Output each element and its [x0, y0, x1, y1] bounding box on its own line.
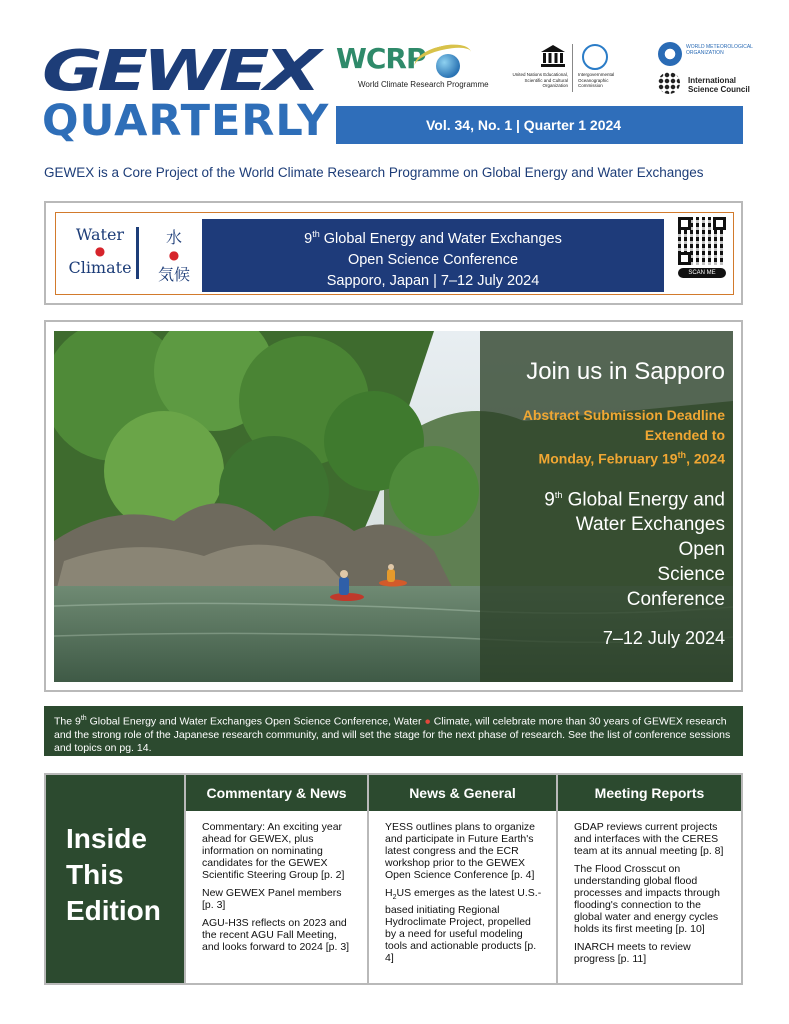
- join-heading: Join us in Sapporo: [526, 358, 725, 385]
- list-item[interactable]: The Flood Crosscut on understanding global flood processes and impacts through flooding's connection to the global water and energy cycles holds its first meeting [p. 10]: [574, 863, 720, 935]
- conference-banner: [44, 201, 743, 305]
- banner-line-1: 9th Global Energy and Water Exchanges: [304, 229, 562, 247]
- water-climate-logo: [65, 225, 135, 277]
- unesco-name: United Nations Educational, Scientific and Cultural Organization: [512, 72, 568, 88]
- isc-name: International Science Council: [688, 76, 750, 94]
- red-dot-icon: ●: [424, 715, 431, 728]
- red-dot-icon: ●: [94, 244, 106, 258]
- globe-icon: [436, 54, 460, 78]
- scan-me-label: SCAN ME: [678, 268, 726, 278]
- hero-overlay: [480, 331, 733, 682]
- wmo-name: WORLD METEOROLOGICAL ORGANIZATION: [686, 44, 753, 56]
- list-item[interactable]: $H_2US$ emerges as the latest U.S.-based initiating Regional Hydroclimate Project, propelled by a need for useful modeling tools and actionable products [p. 4]: [385, 887, 542, 965]
- river-photo: [54, 331, 733, 682]
- banner-conference-title: [202, 219, 664, 292]
- conference-name: 9th Global Energy and Water Exchanges Open Science Conference: [544, 488, 725, 610]
- qr-code-icon: [678, 217, 726, 265]
- list-item[interactable]: GDAP reviews current projects and interfaces with the CERES team at its annual meeting [p. 8]: [574, 821, 724, 857]
- banner-inner: [55, 212, 734, 295]
- logo-rule: [136, 227, 139, 279]
- logo-gewex-text: GEWEX: [42, 39, 316, 104]
- wcrp-name: World Climate Research Programme: [358, 80, 489, 89]
- jp-climate-word: 気候: [157, 265, 190, 284]
- water-word: Water: [75, 225, 125, 244]
- column-heading: Meeting Reports: [558, 775, 741, 811]
- isc-dots-icon: [658, 72, 680, 94]
- conference-dates: 7–12 July 2024: [602, 627, 725, 648]
- wmo-logo: [658, 42, 758, 66]
- deadline-notice: Abstract Submission Deadline Extended to Monday, February 19th, 2024: [522, 407, 725, 467]
- list-item[interactable]: New GEWEX Panel members [p. 3]: [202, 887, 342, 911]
- wcrp-logo: [336, 42, 489, 94]
- wmo-emblem-icon: [658, 42, 682, 66]
- column-heading: News & General: [369, 775, 556, 811]
- list-item[interactable]: INARCH meets to review progress [p. 11]: [574, 941, 691, 965]
- jp-water-word: 水: [165, 228, 182, 247]
- gewex-quarterly-logo: [42, 39, 330, 150]
- climate-word: Climate: [68, 258, 132, 277]
- qr-code[interactable]: [678, 217, 726, 277]
- list-item[interactable]: YESS outlines plans to organize and participate in Future Earth's latest congress and the ECR workshop prior to the GEWEX Open Science Conference [p. 4]: [385, 821, 536, 881]
- list-item[interactable]: AGU-H3S reflects on 2023 and the recent AGU Fall Meeting, and looks forward to 2024 [p. 3]: [202, 917, 350, 953]
- ioc-name: Intergovernmental Oceanographic Commission: [578, 72, 615, 88]
- column-meeting-reports: [556, 775, 741, 983]
- japanese-logo: [146, 225, 202, 285]
- list-item[interactable]: Commentary: An exciting year ahead for GEWEX, plus information on nominating candidates for the GEWEX Scientific Steering Group [p. 2]: [202, 821, 345, 881]
- intro-paragraph: The 9th Global Energy and Water Exchanges Open Science Conference, Water ● Climate, will celebrate more than 30 years of GEWEX research and the strong role of the Japanese research community, and will set the stage for the next phase of research. See the list of conference sessions and topics on pg. 14.: [44, 706, 743, 756]
- column-commentary-news: [184, 775, 367, 983]
- logo-divider: [572, 44, 573, 92]
- banner-line-2: Open Science Conference: [347, 251, 519, 268]
- red-dot-icon: ●: [168, 248, 180, 262]
- unesco-ioc-logo: [512, 42, 622, 94]
- volume-bar: Vol. 34, No. 1 | Quarter 1 2024: [336, 106, 743, 144]
- isc-logo: [658, 72, 768, 96]
- wcrp-logo-text: WCRP: [336, 42, 426, 75]
- tagline: GEWEX is a Core Project of the World Climate Research Programme on Global Energy and Water Exchanges: [44, 165, 704, 180]
- inside-this-edition: [44, 773, 743, 985]
- hero-section: [44, 320, 743, 692]
- column-heading: Commentary & News: [186, 775, 367, 811]
- banner-line-3: Sapporo, Japan | 7–12 July 2024: [326, 272, 540, 289]
- inside-title: Inside This Edition: [46, 775, 184, 983]
- ioc-emblem-icon: [582, 44, 608, 70]
- logo-quarterly-text: QUARTERLY: [42, 96, 330, 146]
- unesco-temple-icon: [540, 44, 566, 68]
- column-news-general: [367, 775, 556, 983]
